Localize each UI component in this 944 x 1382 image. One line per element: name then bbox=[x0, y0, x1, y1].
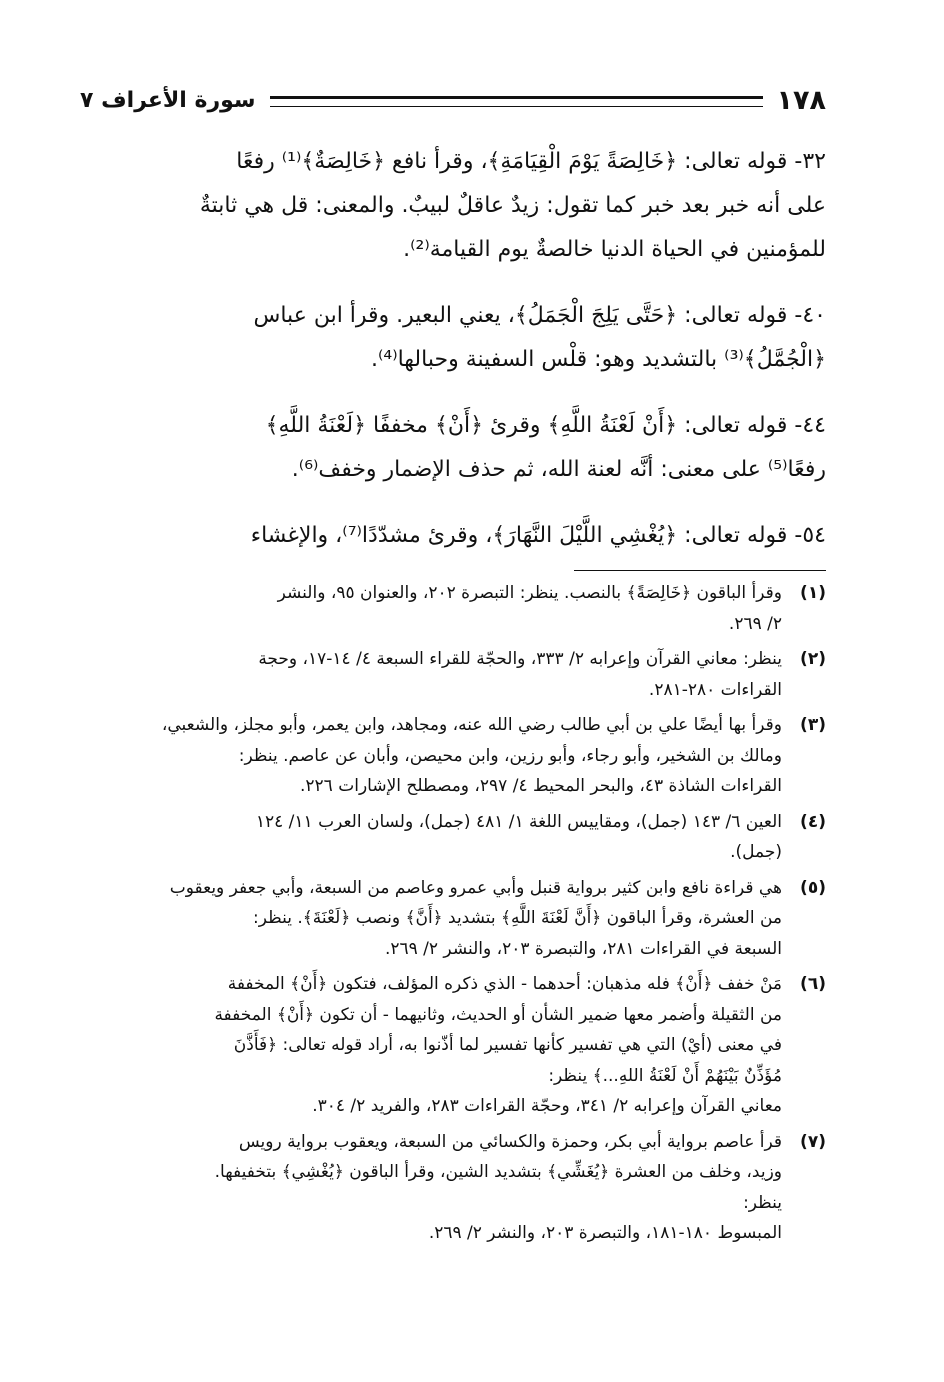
footnote-number: (٦) bbox=[800, 974, 826, 994]
paragraph-verse-32 bbox=[80, 140, 826, 272]
paragraph-verse-44 bbox=[80, 404, 826, 492]
footnote-line: العين ٦/ ١٤٣ (جمل)، ومقاييس اللغة ١/ ٤٨١ (جمل)، ولسان العرب ١١/ ١٢٤ bbox=[255, 811, 782, 832]
footnote-2 bbox=[80, 644, 826, 705]
text-line: ﴿الْجُمَّلُ﴾⁽³⁾ بالتشديد وهو: قلْس السفينة وحبالها⁽⁴⁾. bbox=[370, 347, 826, 372]
footnote-body bbox=[80, 807, 782, 868]
footnote-line: قرأ عاصم برواية أبي بكر، وحمزة والكسائي من السبعة، ويعقوب برواية رويس bbox=[238, 1131, 782, 1152]
footnote-line: من الثقيلة وأضمر معها ضمير الشأن أو الحديث، وثانيهما - أن تكون ﴿أَنْ﴾ المخففة bbox=[214, 1004, 782, 1025]
footnote-body bbox=[80, 710, 782, 802]
footnote-line: هي قراءة نافع وابن كثير برواية قنبل وأبي عمرو وعاصم من السبعة، وأبي جعفر ويعقوب bbox=[169, 877, 782, 898]
footnote-line: مُؤَذِّنٌ بَيْنَهُمْ أَنْ لَعْنَةُ اللهِ...﴾ ينظر: bbox=[548, 1065, 782, 1086]
footnote-number: (٧) bbox=[800, 1131, 826, 1152]
footnote-line: وقرأ الباقون ﴿خَالِصَةً﴾ بالنصب. ينظر: التبصرة ٢٠٢، والعنوان ٩٥، والنشر bbox=[277, 583, 782, 603]
footnote-line: وزيد، وخلف من العشرة ﴿يُغَشِّي﴾ بتشديد الشين، وقرأ الباقون ﴿يُغْشِي﴾ بتخفيفها. bbox=[214, 1162, 782, 1182]
text-line: رفعًا⁽⁵⁾ على معنى: أنَّه لعنة الله، ثم حذف الإضمار وخفف⁽⁶⁾. bbox=[291, 457, 826, 482]
footnote-number: (٣) bbox=[800, 715, 826, 735]
footnote-line: ينظر: معاني القرآن وإعرابه ٢/ ٣٣٣، والحجّة للقراء السبعة ٤/ ١٤-١٧، وحجة bbox=[258, 649, 782, 669]
footnote-line: من العشرة، وقرأ الباقون ﴿أَنَّ لَعْنَةَ اللَّهِ﴾ بتشديد ﴿أَنَّ﴾ ونصب ﴿لَعْنَةَ﴾. ينظر: bbox=[253, 908, 782, 928]
page-header bbox=[80, 80, 826, 120]
footnote-number: (٥) bbox=[800, 877, 826, 898]
footnote-1 bbox=[80, 578, 826, 639]
header-rule bbox=[270, 96, 763, 107]
footnote-line: معاني القرآن وإعرابه ٢/ ٣٤١، وحجّة القراءات ٢٨٣، والفريد ٢/ ٣٠٤. bbox=[312, 1096, 782, 1116]
footnote-body bbox=[80, 873, 782, 965]
text-line: على أنه خبر بعد خبر كما تقول: زيدٌ عاقلٌ لبيبٌ. والمعنى: قل هي ثابتةٌ bbox=[199, 193, 826, 218]
footnote-line: في معنى (أيْ) التي هي تفسير كأنها تفسير لما أذّنوا به، أراد قوله تعالى: ﴿فَأَذَّنَ bbox=[233, 1035, 782, 1055]
footnote-7 bbox=[80, 1127, 826, 1249]
footnote-line: ٢/ ٢٦٩. bbox=[728, 613, 782, 634]
footnote-separator bbox=[574, 570, 826, 571]
footnote-number: (٤) bbox=[800, 811, 826, 832]
text-line: للمؤمنين في الحياة الدنيا خالصةٌ يوم القيامة⁽²⁾. bbox=[403, 237, 826, 262]
footnote-line: مَنْ خفف ﴿أَنْ﴾ فله مذهبان: أحدهما - الذي ذكره المؤلف، فتكون ﴿أَنْ﴾ المخففة bbox=[227, 974, 782, 994]
footnote-line: المبسوط ١٨٠-١٨١، والتبصرة ٢٠٣، والنشر ٢/ ٢٦٩. bbox=[428, 1223, 782, 1243]
footnote-4 bbox=[80, 807, 826, 868]
text-line: ٤٠- قوله تعالى: ﴿حَتَّى يَلِجَ الْجَمَلُ﴾، يعني البعير. وقرأ ابن عباس bbox=[253, 303, 826, 328]
footnote-line: وقرأ بها أيضًا علي بن أبي طالب رضي الله عنه، ومجاهد، وابن يعمر، وأبو مجلز، والشعبي، bbox=[161, 715, 782, 735]
footnote-line: (جمل). bbox=[730, 842, 782, 862]
footnote-body bbox=[80, 969, 782, 1122]
footnote-number: (١) bbox=[800, 583, 826, 603]
footnote-5 bbox=[80, 873, 826, 965]
footnote-3 bbox=[80, 710, 826, 802]
paragraph-verse-54 bbox=[80, 514, 826, 558]
text-line: ٤٤- قوله تعالى: ﴿أَنْ لَعْنَةُ اللَّهِ﴾ وقرئ ﴿أَنْ﴾ مخففًا ﴿لَعْنَةُ اللَّهِ﴾ bbox=[265, 413, 826, 438]
footnote-body bbox=[80, 1127, 782, 1249]
main-text bbox=[80, 140, 826, 558]
footnote-body bbox=[80, 644, 782, 705]
surah-title: سورة الأعراف ٧ bbox=[80, 87, 256, 113]
footnote-line: السبعة في القراءات ٢٨١، والتبصرة ٢٠٣، والنشر ٢/ ٢٦٩. bbox=[384, 938, 782, 959]
footnote-line: ينظر: bbox=[743, 1192, 782, 1213]
footnote-line: القراءات ٢٨٠-٢٨١. bbox=[648, 679, 782, 700]
footnotes bbox=[80, 578, 826, 1254]
footnote-number: (٢) bbox=[800, 649, 826, 669]
footnote-line: ومالك بن الشخير، وأبو رجاء، وأبو رزين، وابن محيصن، وأبان عن عاصم. ينظر: bbox=[238, 745, 782, 766]
text-line: ٣٢- قوله تعالى: ﴿خَالِصَةً يَوْمَ الْقِيَامَةِ﴾، وقرأ نافع ﴿خَالِصَةٌ﴾⁽¹⁾ رفعًا bbox=[236, 149, 826, 174]
paragraph-verse-40 bbox=[80, 294, 826, 382]
footnote-6 bbox=[80, 969, 826, 1122]
footnote-line: القراءات الشاذة ٤٣، والبحر المحيط ٤/ ٢٩٧، ومصطلح الإشارات ٢٢٦. bbox=[300, 776, 782, 796]
text-line: ٥٤- قوله تعالى: ﴿يُغْشِي اللَّيْلَ النَّهَارَ﴾، وقرئ مشدّدًا⁽⁷⁾، والإغشاء bbox=[250, 523, 826, 548]
page-number: ١٧٨ bbox=[776, 84, 826, 116]
footnote-body bbox=[80, 578, 782, 639]
